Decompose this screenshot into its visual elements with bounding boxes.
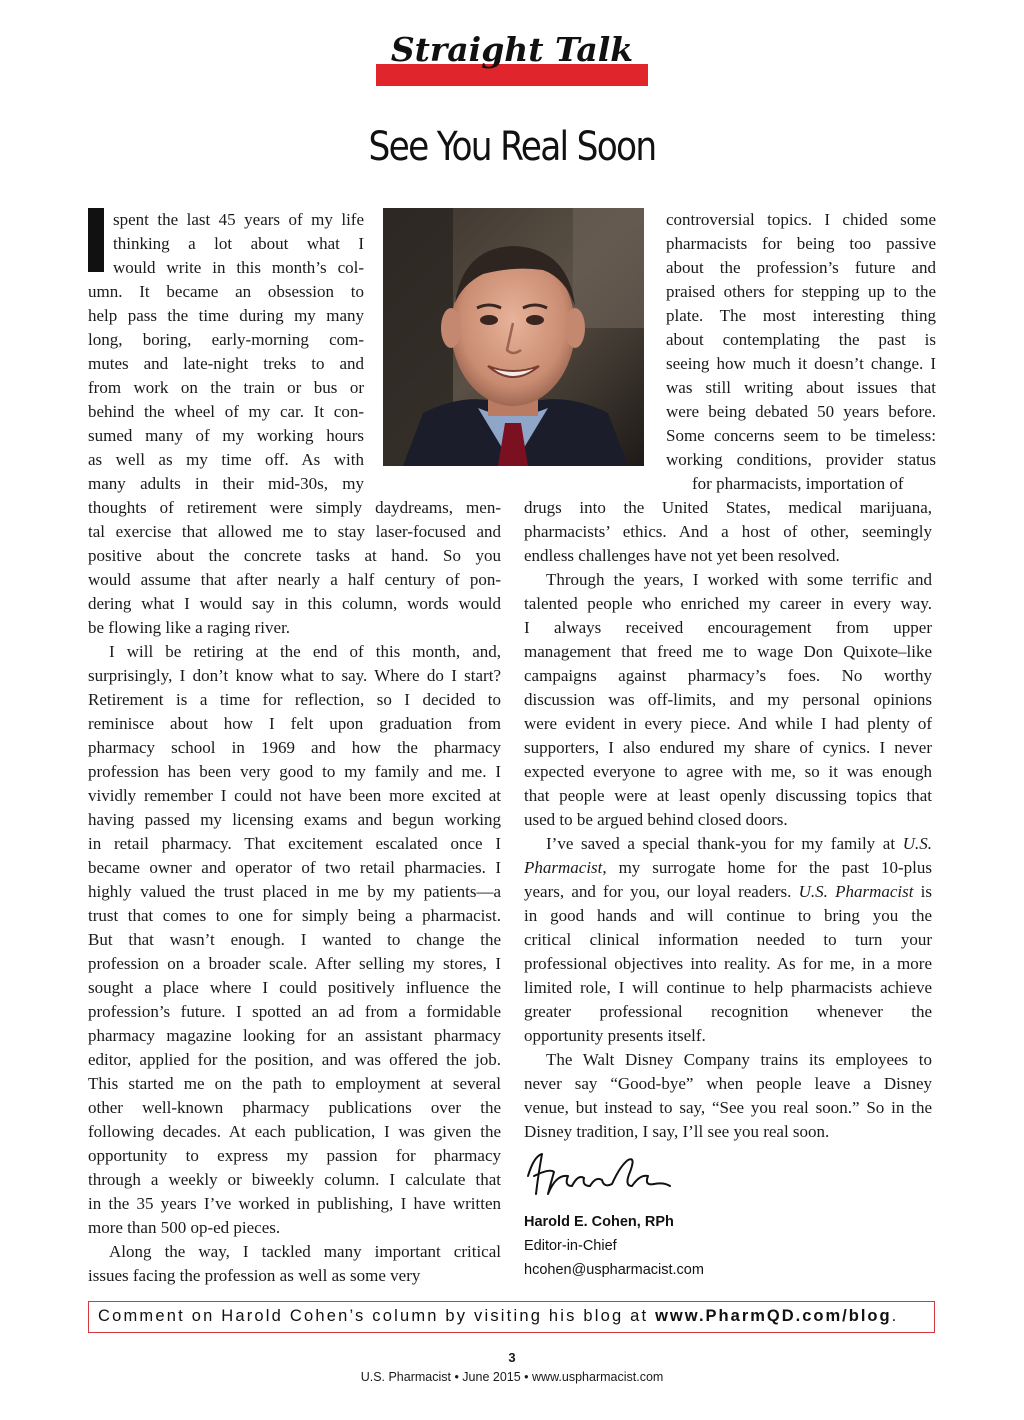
article-line: never say “Good-bye” when people leave a Disney bbox=[524, 1074, 932, 1093]
article-line: The Walt Disney Company trains its employees to bbox=[546, 1050, 932, 1069]
article-line: in the 35 years I’ve worked in publishing, I have written bbox=[88, 1194, 501, 1213]
article-line: long, boring, early-morning com- bbox=[88, 330, 364, 349]
article-line: became owner and operator of two retail pharmacies. I bbox=[88, 858, 501, 877]
article-line: discussion was off-limits, and my personal opinions bbox=[524, 690, 932, 709]
article-line: professional objectives into reality. As for me, in a more bbox=[524, 954, 932, 973]
article-line: drugs into the United States, medical marijuana, bbox=[524, 498, 932, 517]
article-line: trust that comes to one for simply being a pharmacist. bbox=[88, 906, 501, 925]
page-number: 3 bbox=[508, 1350, 516, 1365]
article-line: were evident in every piece. And while I had plenty of bbox=[524, 714, 932, 733]
article-line: other well-known pharmacy publications over the bbox=[88, 1098, 501, 1117]
article-line: thinking a lot about what I bbox=[113, 234, 364, 253]
article-line: pharmacy school in 1969 and how the pharmacy bbox=[88, 738, 501, 757]
article-line: mutes and late-night treks to and bbox=[88, 354, 364, 373]
article-line: expected everyone to agree with me, so it was enough bbox=[524, 762, 932, 781]
author-name: Harold E. Cohen, RPh bbox=[524, 1214, 674, 1230]
article-line: spent the last 45 years of my life bbox=[113, 210, 364, 229]
article-line: was still writing about issues that bbox=[666, 378, 936, 397]
section-title: Straight Talk bbox=[390, 30, 634, 69]
article-line: profession on a broader scale. After selling my stores, I bbox=[88, 954, 501, 973]
article-line: pharmacists’ ethics. And a host of other, seemingly bbox=[524, 522, 932, 541]
comment-text: Comment on Harold Cohen’s column by visiting his blog at bbox=[98, 1307, 649, 1325]
article-line: vividly remember I could not have been more excited at bbox=[88, 786, 501, 805]
article-line: pharmacy magazine looking for an assistant pharmacy bbox=[88, 1026, 501, 1045]
article-headline: See You Real Soon bbox=[368, 124, 656, 170]
article-line: praised others for stepping up to the bbox=[666, 282, 936, 301]
article-line: thoughts of retirement were simply daydreams, men- bbox=[88, 498, 501, 517]
article-line: used to be argued behind closed doors. bbox=[524, 810, 788, 829]
article-line: dering what I would say in this column, words would bbox=[88, 594, 501, 613]
article-line: reminisce about how I felt upon graduation from bbox=[88, 714, 501, 733]
article-line: from work on the train or bus or bbox=[88, 378, 364, 397]
article-line: Some concerns seem to be timeless: bbox=[666, 426, 936, 445]
article-line: talented people who enriched my career in every way. bbox=[524, 594, 932, 613]
article-line: were being debated 50 years before. bbox=[666, 402, 936, 421]
article-line: profession’s future. I spotted an ad from a formidable bbox=[88, 1002, 501, 1021]
article-line: limited role, I will continue to help pharmacists achieve bbox=[524, 978, 932, 997]
article-line: Along the way, I tackled many important critical bbox=[109, 1242, 501, 1261]
article-line: issues facing the profession as well as some very bbox=[88, 1266, 421, 1285]
comment-callout bbox=[98, 1307, 898, 1326]
article-line: I always received encouragement from upper bbox=[524, 618, 932, 637]
article-line: help pass the time during my many bbox=[88, 306, 364, 325]
article-line: opportunity to express my passion for pharmacy bbox=[88, 1146, 501, 1165]
author-email[interactable]: hcohen@uspharmacist.com bbox=[524, 1262, 704, 1278]
article-line: umn. It became an obsession to bbox=[88, 282, 364, 301]
article-line: Through the years, I worked with some terrific and bbox=[546, 570, 932, 589]
article-line: following decades. At each publication, I was given the bbox=[88, 1122, 501, 1141]
article-line: I’ve saved a special thank-you for my family at U.S. bbox=[546, 834, 932, 853]
footer-line: U.S. Pharmacist • June 2015 • www.uspharmacist.com bbox=[360, 1370, 664, 1384]
article-line: having passed my licensing exams and begun working bbox=[88, 810, 501, 829]
comment-period: . bbox=[891, 1307, 899, 1325]
article-line: behind the wheel of my car. It con- bbox=[88, 402, 364, 421]
article-line: seeing how much it doesn’t change. I bbox=[666, 354, 936, 373]
article-line: in retail pharmacy. That excitement escalated once I bbox=[88, 834, 501, 853]
article-line: more than 500 op-ed pieces. bbox=[88, 1218, 281, 1237]
article-line: plate. The most interesting thing bbox=[666, 306, 936, 325]
article-line: highly valued the trust placed in me by my patients—a bbox=[88, 882, 501, 901]
article-line: years, and for you, our loyal readers. U.S. Pharmacist is bbox=[524, 882, 932, 901]
article-line: sought a place where I could positively influence the bbox=[88, 978, 501, 997]
article-line: as well as my time off. As with bbox=[88, 450, 364, 469]
article-line: for pharmacists, importation of bbox=[692, 474, 904, 493]
author-title: Editor-in-Chief bbox=[524, 1238, 617, 1254]
article-line: This started me on the path to employment at several bbox=[88, 1074, 501, 1093]
article-line: venue, but instead to say, “See you real soon.” So in the bbox=[524, 1098, 932, 1117]
article-line: surprisingly, I don’t know what to say. Where do I start? bbox=[88, 666, 501, 685]
article-line: profession has been very good to my family and me. I bbox=[88, 762, 501, 781]
handwritten-signature bbox=[520, 1146, 680, 1202]
article-line: critical clinical information needed to turn your bbox=[524, 930, 932, 949]
article-line: management that freed me to wage Don Quixote–like bbox=[524, 642, 932, 661]
article-line: Disney tradition, I say, I’ll see you real soon. bbox=[524, 1122, 830, 1141]
article-line: supporters, I also endured my share of cynics. I never bbox=[524, 738, 932, 757]
article-line: Retirement is a time for reflection, so I decided to bbox=[88, 690, 501, 709]
article-line: about the profession’s future and bbox=[666, 258, 936, 277]
article-line: campaigns against pharmacy’s foes. No worthy bbox=[524, 666, 932, 685]
article-line: editor, applied for the position, and was offered the job. bbox=[88, 1050, 501, 1069]
article-line: opportunity presents itself. bbox=[524, 1026, 706, 1045]
article-line: would assume that after nearly a half century of pon- bbox=[88, 570, 501, 589]
article-line: tal exercise that allowed me to stay laser-focused and bbox=[88, 522, 501, 541]
article-line: in good hands and will continue to bring you the bbox=[524, 906, 932, 925]
article-line: be flowing like a raging river. bbox=[88, 618, 291, 637]
article-line: through a weekly or biweekly column. I calculate that bbox=[88, 1170, 501, 1189]
article-line: I will be retiring at the end of this month, and, bbox=[109, 642, 501, 661]
article-line: working conditions, provider status bbox=[666, 450, 936, 469]
article-line: about contemplating the past is bbox=[666, 330, 936, 349]
article-line: sumed many of my working hours bbox=[88, 426, 364, 445]
article-line: But that wasn’t enough. I wanted to change the bbox=[88, 930, 501, 949]
article-line: Pharmacist, my surrogate home for the past 10-plus bbox=[524, 858, 932, 877]
article-line: positive about the concrete tasks at hand. So you bbox=[88, 546, 501, 565]
article-line: would write in this month’s col- bbox=[113, 258, 364, 277]
article-line: controversial topics. I chided some bbox=[666, 210, 936, 229]
article-line: pharmacists for being too passive bbox=[666, 234, 936, 253]
article-line: many adults in their mid-30s, my bbox=[88, 474, 364, 493]
article-line: greater professional recognition whenever the bbox=[524, 1002, 932, 1021]
article-line: endless challenges have not yet been resolved. bbox=[524, 546, 840, 565]
blog-link[interactable]: www.PharmQD.com/blog bbox=[655, 1307, 892, 1325]
article-line: that people were at least openly discussing topics that bbox=[524, 786, 932, 805]
